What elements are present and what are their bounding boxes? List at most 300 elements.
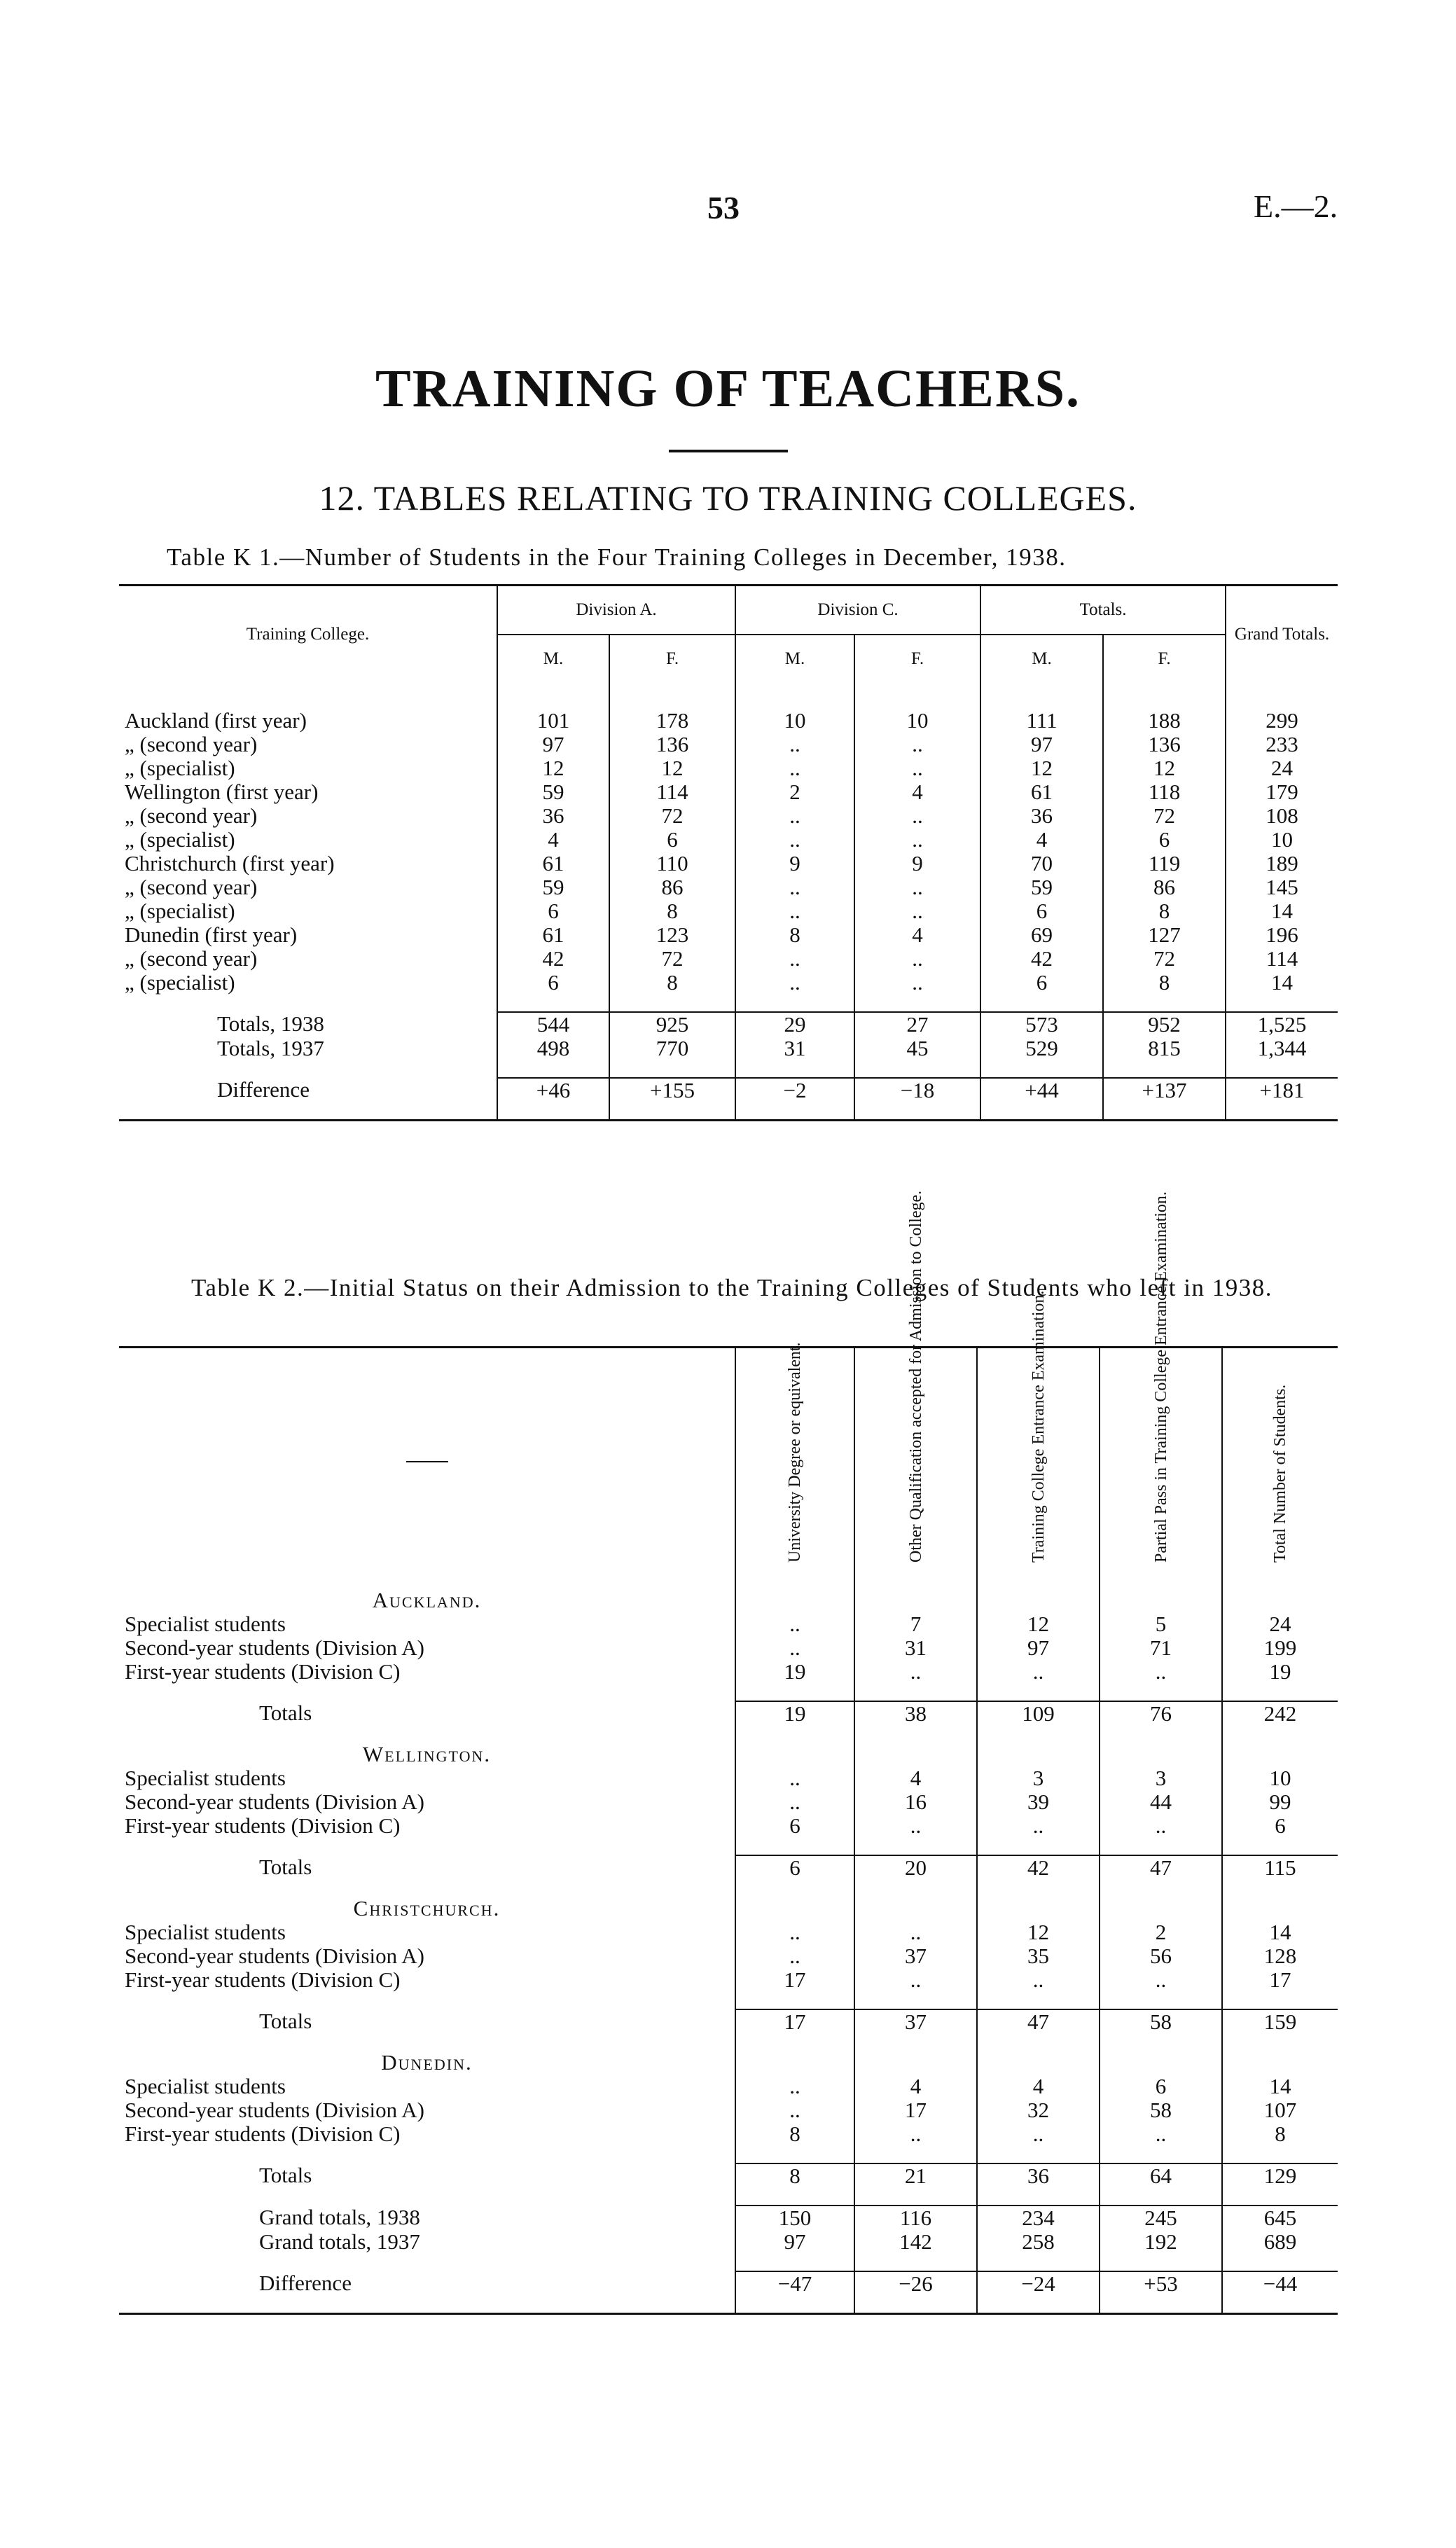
cell: .. [977, 2122, 1100, 2146]
cell: 17 [854, 2098, 977, 2122]
cell: −18 [854, 1078, 980, 1102]
header-training-college: Training College. [246, 625, 370, 644]
table-row [119, 804, 1338, 828]
row-label: Second-year students (Division A) [125, 2097, 424, 2122]
table-row [119, 852, 1338, 875]
cell: 8 [609, 899, 735, 923]
cell: 27 [854, 1012, 980, 1037]
cell: +53 [1100, 2271, 1222, 2296]
cell: 689 [1222, 2230, 1338, 2254]
cell: 47 [1100, 1855, 1222, 1880]
cell: .. [735, 899, 854, 923]
row-label: Totals [259, 2009, 312, 2033]
cell: 72 [609, 947, 735, 971]
cell: 59 [980, 875, 1103, 899]
cell: 12 [977, 1920, 1100, 1944]
row-label: „ (second year) [125, 946, 258, 971]
cell: 145 [1226, 875, 1338, 899]
cell: 17 [1222, 1968, 1338, 1992]
totals-row [119, 1701, 1338, 1726]
row-label: Christchurch (first year) [125, 850, 335, 875]
table-row [119, 1612, 1338, 1636]
row-label: Difference [259, 2271, 352, 2295]
table-row [119, 780, 1338, 804]
cell: 97 [497, 733, 609, 756]
cell: 16 [854, 1790, 977, 1814]
cell: 189 [1226, 852, 1338, 875]
cell: 101 [497, 684, 609, 733]
table-row [119, 2098, 1338, 2122]
row-label: First-year students (Division C) [125, 1659, 401, 1684]
spacer-row [119, 2188, 1338, 2206]
cell: 6 [497, 899, 609, 923]
cell: 12 [1103, 756, 1226, 780]
cell: 76 [1100, 1701, 1222, 1726]
cell: 42 [497, 947, 609, 971]
cell: 118 [1103, 780, 1226, 804]
table-row [119, 923, 1338, 947]
group-heading-row [119, 1588, 1338, 1612]
spacer-row [119, 1572, 1338, 1588]
cell: .. [977, 1968, 1100, 1992]
document-reference: E.—2. [1254, 188, 1338, 224]
row-label: Totals [259, 1855, 312, 1879]
spacer-row [119, 2296, 1338, 2314]
header-division-c: Division C. [735, 586, 980, 635]
cell: 45 [854, 1037, 980, 1060]
row-label: Difference [217, 1077, 310, 1102]
table-row [119, 1636, 1338, 1660]
cell: 9 [735, 852, 854, 875]
cell: 61 [980, 780, 1103, 804]
table-row [119, 1968, 1338, 1992]
cell: .. [1100, 1814, 1222, 1838]
cell: 14 [1222, 1920, 1338, 1944]
group-heading-row [119, 1897, 1338, 1920]
cell: 36 [980, 804, 1103, 828]
cell: 116 [854, 2206, 977, 2230]
table-row [119, 1766, 1338, 1790]
cell: 8 [1103, 971, 1226, 995]
row-label: Specialist students [125, 1919, 286, 1944]
cell: 97 [977, 1636, 1100, 1660]
row-label: „ (second year) [125, 803, 258, 828]
cell: .. [735, 804, 854, 828]
cell: 19 [1222, 1660, 1338, 1684]
cell: .. [735, 733, 854, 756]
cell: .. [854, 828, 980, 852]
totals-row [119, 1855, 1338, 1880]
cell: 44 [1100, 1790, 1222, 1814]
cell: 36 [497, 804, 609, 828]
cell: 245 [1100, 2206, 1222, 2230]
grand-totals-row [119, 2206, 1338, 2230]
cell: 4 [854, 1766, 977, 1790]
cell: .. [735, 1920, 854, 1944]
cell: 110 [609, 852, 735, 875]
cell: 498 [497, 1037, 609, 1060]
cell: 10 [735, 684, 854, 733]
cell: 32 [977, 2098, 1100, 2122]
row-label: „ (specialist) [125, 898, 235, 923]
cell: 6 [980, 971, 1103, 995]
cell: 9 [854, 852, 980, 875]
cell: 8 [609, 971, 735, 995]
header-m: M. [980, 635, 1103, 684]
header-m: M. [735, 635, 854, 684]
cell: +181 [1226, 1078, 1338, 1102]
table-row [119, 828, 1338, 852]
cell: 6 [1222, 1814, 1338, 1838]
cell: 7 [854, 1612, 977, 1636]
cell: 815 [1103, 1037, 1226, 1060]
cell: .. [735, 2098, 854, 2122]
cell: 70 [980, 852, 1103, 875]
cell: 107 [1222, 2098, 1338, 2122]
grand-totals-row [119, 2230, 1338, 2254]
cell: 8 [735, 923, 854, 947]
cell: .. [854, 1920, 977, 1944]
cell: 38 [854, 1701, 977, 1726]
cell: 31 [854, 1636, 977, 1660]
totals-row [119, 2163, 1338, 2188]
row-label: First-year students (Division C) [125, 1813, 401, 1838]
spacer-row [119, 1726, 1338, 1743]
cell: .. [854, 875, 980, 899]
cell: 109 [977, 1701, 1100, 1726]
cell: 4 [854, 923, 980, 947]
row-label: „ (second year) [125, 874, 258, 899]
cell: 645 [1222, 2206, 1338, 2230]
cell: 86 [609, 875, 735, 899]
cell: 59 [497, 875, 609, 899]
row-label: Second-year students (Division A) [125, 1943, 424, 1968]
header-totals: Totals. [980, 586, 1226, 635]
header-f: F. [854, 635, 980, 684]
totals-row [119, 1037, 1338, 1060]
row-label: First-year students (Division C) [125, 1967, 401, 1992]
header-stub [119, 1348, 735, 1572]
row-label: Dunedin (first year) [125, 922, 298, 947]
row-label: Totals [259, 1701, 312, 1725]
cell: 6 [980, 899, 1103, 923]
cell: 192 [1100, 2230, 1222, 2254]
cell: 36 [977, 2163, 1100, 2188]
cell: 59 [497, 780, 609, 804]
cell: 19 [735, 1660, 854, 1684]
cell: 199 [1222, 1636, 1338, 1660]
cell: 58 [1100, 2009, 1222, 2034]
cell: 24 [1226, 756, 1338, 780]
cell: 108 [1226, 804, 1338, 828]
row-label: Second-year students (Division A) [125, 1789, 424, 1814]
cell: 12 [977, 1612, 1100, 1636]
row-label: Second-year students (Division A) [125, 1635, 424, 1660]
cell: 4 [980, 828, 1103, 852]
table-row [119, 1944, 1338, 1968]
cell: +46 [497, 1078, 609, 1102]
cell: .. [854, 1968, 977, 1992]
cell: 10 [1222, 1766, 1338, 1790]
cell: 770 [609, 1037, 735, 1060]
table-row [119, 1920, 1338, 1944]
cell: 4 [854, 780, 980, 804]
cell: .. [854, 756, 980, 780]
cell: +155 [609, 1078, 735, 1102]
cell: 234 [977, 2206, 1100, 2230]
cell: +137 [1103, 1078, 1226, 1102]
group-name: Wellington. [362, 1741, 492, 1766]
cell: 114 [609, 780, 735, 804]
cell: 6 [735, 1814, 854, 1838]
cell: 10 [854, 684, 980, 733]
cell: 128 [1222, 1944, 1338, 1968]
cell: −26 [854, 2271, 977, 2296]
page-title: TRAINING OF TEACHERS. [375, 359, 1081, 418]
cell: 12 [980, 756, 1103, 780]
row-label: Totals [259, 2163, 312, 2187]
cell: 136 [1103, 733, 1226, 756]
cell: 3 [1100, 1766, 1222, 1790]
cell: 8 [735, 2122, 854, 2146]
difference-row [119, 1078, 1338, 1102]
header-entrance-exam: Training College Entrance Examination. [977, 1348, 1100, 1572]
cell: .. [735, 1636, 854, 1660]
cell: 14 [1226, 971, 1338, 995]
cell: 129 [1222, 2163, 1338, 2188]
group-name: Christchurch. [353, 1895, 501, 1920]
header-grand-totals: Grand Totals. [1226, 586, 1338, 684]
cell: 188 [1103, 684, 1226, 733]
cell: 97 [980, 733, 1103, 756]
cell: .. [735, 947, 854, 971]
cell: 4 [497, 828, 609, 852]
spacer-row [119, 995, 1338, 1012]
cell: 6 [735, 1855, 854, 1880]
cell: 299 [1226, 684, 1338, 733]
cell: 56 [1100, 1944, 1222, 1968]
cell: −24 [977, 2271, 1100, 2296]
header-f: F. [1103, 635, 1226, 684]
cell: 42 [980, 947, 1103, 971]
cell: 39 [977, 1790, 1100, 1814]
cell: 37 [854, 2009, 977, 2034]
cell: .. [735, 2075, 854, 2098]
cell: 24 [1222, 1612, 1338, 1636]
row-label: Grand totals, 1938 [259, 2205, 420, 2229]
title-rule [669, 450, 788, 452]
group-name: Auckland. [372, 1587, 482, 1612]
row-label: „ (specialist) [125, 826, 235, 852]
cell: .. [854, 733, 980, 756]
header-m: M. [497, 635, 609, 684]
cell: 159 [1222, 2009, 1338, 2034]
cell: 72 [1103, 947, 1226, 971]
cell: 42 [977, 1855, 1100, 1880]
group-heading-row [119, 1743, 1338, 1766]
totals-row [119, 1012, 1338, 1037]
table-row [119, 875, 1338, 899]
cell: .. [735, 1790, 854, 1814]
table-k1 [119, 584, 1338, 1121]
page-number: 53 [707, 190, 740, 226]
cell: .. [735, 1944, 854, 1968]
cell: .. [854, 1814, 977, 1838]
cell: .. [977, 1660, 1100, 1684]
table-row [119, 756, 1338, 780]
row-label: First-year students (Division C) [125, 2121, 401, 2146]
cell: 8 [735, 2163, 854, 2188]
spacer-row [119, 2254, 1338, 2271]
cell: −44 [1222, 2271, 1338, 2296]
cell: 3 [977, 1766, 1100, 1790]
cell: 179 [1226, 780, 1338, 804]
spacer-row [119, 1684, 1338, 1701]
cell: 19 [735, 1701, 854, 1726]
cell: .. [735, 756, 854, 780]
cell: .. [735, 1766, 854, 1790]
cell: 952 [1103, 1012, 1226, 1037]
totals-row [119, 2009, 1338, 2034]
cell: 196 [1226, 923, 1338, 947]
table-row [119, 684, 1338, 733]
cell: 86 [1103, 875, 1226, 899]
cell: .. [854, 2122, 977, 2146]
cell: 544 [497, 1012, 609, 1037]
cell: .. [735, 875, 854, 899]
cell: 114 [1226, 947, 1338, 971]
table-row [119, 947, 1338, 971]
cell: 2 [1100, 1920, 1222, 1944]
cell: 6 [609, 828, 735, 852]
cell: .. [854, 804, 980, 828]
row-label: Totals, 1938 [217, 1011, 324, 1036]
cell: 258 [977, 2230, 1100, 2254]
cell: .. [977, 1814, 1100, 1838]
cell: 72 [1103, 804, 1226, 828]
cell: 1,525 [1226, 1012, 1338, 1037]
table-k2-caption: Table K 2.—Initial Status on their Admission to the Training Colleges of Students who left in 1938. [190, 1274, 1273, 1301]
cell: 925 [609, 1012, 735, 1037]
cell: 35 [977, 1944, 1100, 1968]
cell: 178 [609, 684, 735, 733]
cell: .. [1100, 2122, 1222, 2146]
cell: .. [854, 1660, 977, 1684]
spacer-row [119, 2034, 1338, 2051]
cell: .. [1100, 1660, 1222, 1684]
cell: −2 [735, 1078, 854, 1102]
cell: 5 [1100, 1612, 1222, 1636]
row-label: „ (second year) [125, 731, 258, 756]
row-label: „ (specialist) [125, 969, 235, 995]
header-other-qualification: Other Qualification accepted for Admission to College. [854, 1348, 977, 1572]
cell: 64 [1100, 2163, 1222, 2188]
cell: 72 [609, 804, 735, 828]
cell: 242 [1222, 1701, 1338, 1726]
cell: 14 [1226, 899, 1338, 923]
spacer-row [119, 2146, 1338, 2163]
cell: 31 [735, 1037, 854, 1060]
cell: 69 [980, 923, 1103, 947]
header-total-students: Total Number of Students. [1222, 1348, 1338, 1572]
cell: 115 [1222, 1855, 1338, 1880]
cell: 150 [735, 2206, 854, 2230]
cell: 111 [980, 684, 1103, 733]
cell: .. [854, 971, 980, 995]
cell: 6 [497, 971, 609, 995]
cell: 4 [854, 2075, 977, 2098]
cell: 10 [1226, 828, 1338, 852]
spacer-row [119, 1102, 1338, 1121]
table-row [119, 1790, 1338, 1814]
cell: 119 [1103, 852, 1226, 875]
table-row [119, 2075, 1338, 2098]
cell: 6 [1103, 828, 1226, 852]
cell: 17 [735, 2009, 854, 2034]
cell: 529 [980, 1037, 1103, 1060]
cell: 14 [1222, 2075, 1338, 2098]
header-partial-pass: Partial Pass in Training College Entrance Examination. [1100, 1348, 1222, 1572]
row-label: Grand totals, 1937 [259, 2229, 420, 2254]
cell: 47 [977, 2009, 1100, 2034]
header-f: F. [609, 635, 735, 684]
cell: 58 [1100, 2098, 1222, 2122]
cell: .. [854, 947, 980, 971]
row-label: „ (specialist) [125, 755, 235, 780]
difference-row [119, 2271, 1338, 2296]
table-row [119, 899, 1338, 923]
cell: 142 [854, 2230, 977, 2254]
cell: .. [854, 899, 980, 923]
cell: 12 [609, 756, 735, 780]
row-label: Specialist students [125, 1765, 286, 1790]
spacer-row [119, 1838, 1338, 1855]
cell: 4 [977, 2075, 1100, 2098]
cell: 37 [854, 1944, 977, 1968]
cell: 123 [609, 923, 735, 947]
spacer-row [119, 1880, 1338, 1897]
cell: 136 [609, 733, 735, 756]
row-label: Specialist students [125, 2073, 286, 2098]
cell: 97 [735, 2230, 854, 2254]
table-row [119, 1660, 1338, 1684]
cell: −47 [735, 2271, 854, 2296]
cell: 99 [1222, 1790, 1338, 1814]
table-row [119, 733, 1338, 756]
cell: 8 [1222, 2122, 1338, 2146]
cell: 12 [497, 756, 609, 780]
cell: 71 [1100, 1636, 1222, 1660]
cell: .. [1100, 1968, 1222, 1992]
cell: 61 [497, 852, 609, 875]
cell: .. [735, 971, 854, 995]
spacer-row [119, 1060, 1338, 1078]
spacer-row [119, 1992, 1338, 2009]
cell: 6 [1100, 2075, 1222, 2098]
row-label: Wellington (first year) [125, 779, 319, 804]
table-k1-caption: Table K 1.—Number of Students in the Four Training Colleges in December, 1938. [167, 543, 1067, 571]
header-university-degree: University Degree or equivalent. [735, 1348, 854, 1572]
row-label: Totals, 1937 [217, 1035, 324, 1060]
cell: +44 [980, 1078, 1103, 1102]
cell: 573 [980, 1012, 1103, 1037]
section-heading: 12. TABLES RELATING TO TRAINING COLLEGES. [319, 478, 1137, 518]
row-label: Auckland (first year) [125, 707, 307, 733]
cell: 61 [497, 923, 609, 947]
cell: 127 [1103, 923, 1226, 947]
cell: 29 [735, 1012, 854, 1037]
table-row [119, 1814, 1338, 1838]
